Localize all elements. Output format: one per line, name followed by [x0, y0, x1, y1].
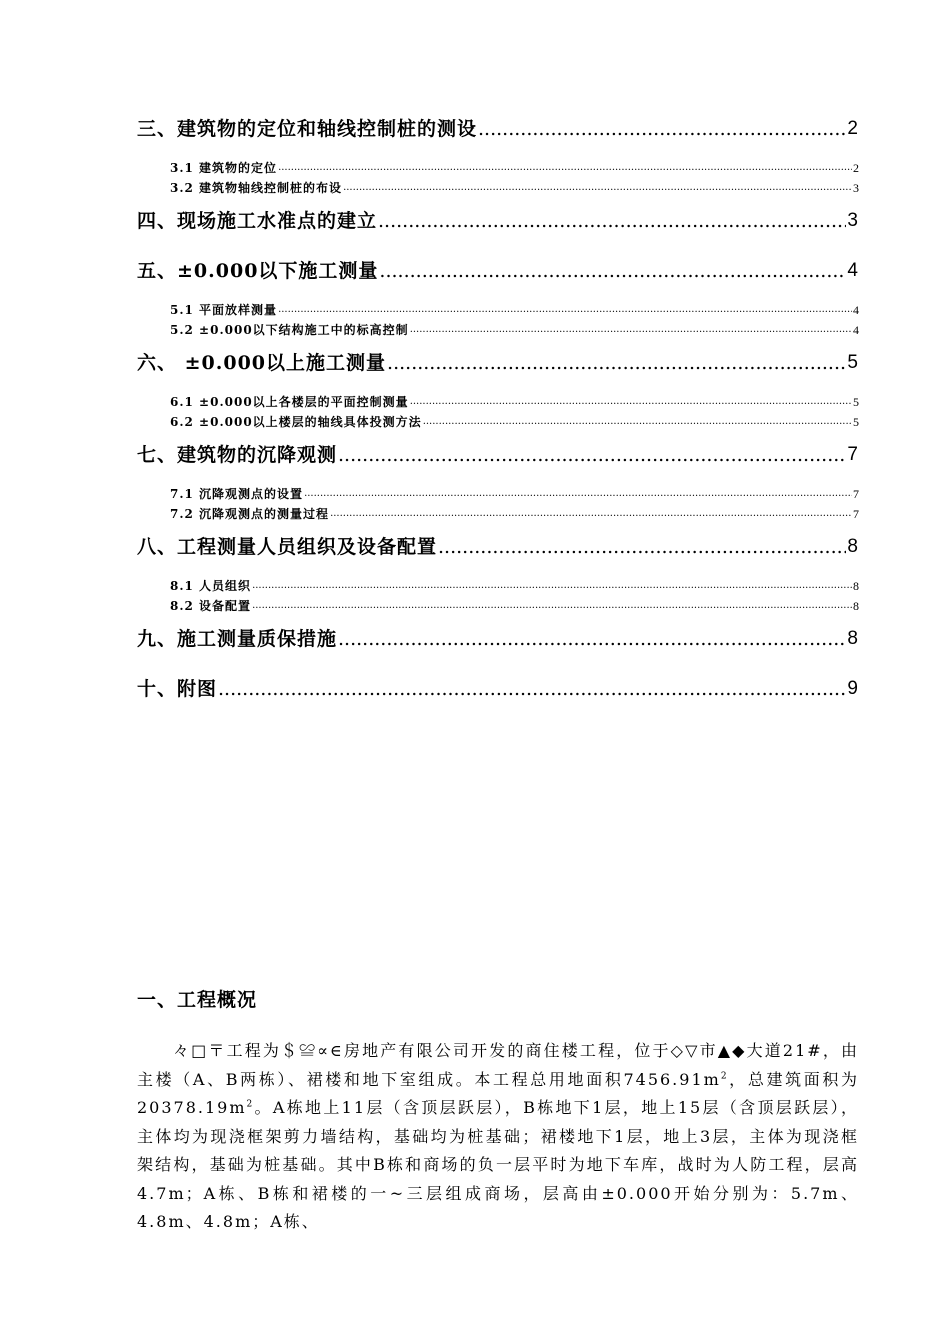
toc-page-number: 3	[853, 181, 859, 195]
toc-leader-dots	[278, 158, 852, 178]
toc-page-number: 8	[847, 628, 859, 649]
toc-page-number: 8	[847, 536, 859, 557]
toc-entry-label: 7.1 沉降观测点的设置	[170, 487, 304, 501]
toc-entry-3-1[interactable]	[137, 158, 859, 178]
toc-page-number: 4	[853, 323, 859, 337]
toc-page-number: 4	[847, 260, 859, 281]
toc-entry-3-2[interactable]	[137, 178, 859, 198]
toc-page-number: 7	[853, 507, 859, 521]
toc-entry-label: 6.2 ±0.000以上楼层的轴线具体投测方法	[170, 415, 422, 429]
toc-entry-label: 八、工程测量人员组织及设备配置	[137, 536, 438, 558]
toc-entry-label: 九、施工测量质保措施	[137, 628, 338, 650]
toc-page-number: 4	[853, 303, 859, 317]
toc-entry-5[interactable]	[137, 258, 859, 284]
toc-entry-8[interactable]	[137, 534, 859, 560]
toc-page-number: 8	[853, 579, 859, 593]
toc-entry-label: 5.1 平面放样测量	[170, 303, 278, 317]
toc-leader-dots	[330, 504, 852, 524]
toc-page-number: 2	[847, 118, 859, 139]
toc-page-number: 8	[853, 599, 859, 613]
toc-entry-3[interactable]	[137, 116, 859, 142]
toc-entry-label: 六、 ±0.000以上施工测量	[137, 352, 387, 374]
toc-leader-dots	[252, 596, 852, 616]
toc-entry-label: 3.1 建筑物的定位	[170, 161, 278, 175]
toc-entry-8-1[interactable]	[137, 576, 859, 596]
toc-entry-label: 6.1 ±0.000以上各楼层的平面控制测量	[170, 395, 409, 409]
toc-entry-label: 五、±0.000以下施工测量	[137, 260, 379, 282]
toc-entry-label: 8.1 人员组织	[170, 579, 252, 593]
toc-leader-dots	[343, 178, 852, 198]
toc-entry-6-2[interactable]	[137, 412, 859, 432]
toc-entry-6-1[interactable]	[137, 392, 859, 412]
toc-entry-label: 7.2 沉降观测点的测量过程	[170, 507, 330, 521]
toc-entry-10[interactable]	[137, 676, 859, 702]
paragraph-text: ，总建筑面积为20378.19m	[137, 1069, 859, 1117]
toc-leader-dots	[278, 300, 852, 320]
toc-leader-dots	[338, 442, 846, 468]
toc-entry-label: 5.2 ±0.000以下结构施工中的标高控制	[170, 323, 409, 337]
toc-page-number: 7	[853, 487, 859, 501]
table-of-contents	[137, 116, 859, 702]
toc-entry-5-2[interactable]	[137, 320, 859, 340]
toc-entry-9[interactable]	[137, 626, 859, 652]
toc-page-number: 5	[847, 352, 859, 373]
superscript: 2	[246, 1099, 255, 1110]
toc-entry-7-1[interactable]	[137, 484, 859, 504]
toc-entry-label: 七、建筑物的沉降观测	[137, 444, 338, 466]
toc-page-number: 9	[847, 678, 859, 699]
section-heading: 一、工程概况	[137, 989, 258, 1011]
toc-page-number: 2	[853, 161, 859, 175]
toc-leader-dots	[379, 258, 846, 284]
toc-page-number: 5	[853, 395, 859, 409]
toc-leader-dots	[478, 116, 846, 142]
toc-leader-dots	[378, 208, 846, 234]
toc-entry-4[interactable]	[137, 208, 859, 234]
toc-entry-label: 8.2 设备配置	[170, 599, 252, 613]
toc-entry-7[interactable]	[137, 442, 859, 468]
toc-entry-8-2[interactable]	[137, 596, 859, 616]
toc-leader-dots	[423, 412, 852, 432]
toc-leader-dots	[218, 676, 846, 702]
toc-leader-dots	[387, 350, 846, 376]
toc-entry-5-1[interactable]	[137, 300, 859, 320]
toc-entry-6[interactable]	[137, 350, 859, 376]
toc-entry-label: 三、建筑物的定位和轴线控制桩的测设	[137, 118, 478, 140]
toc-leader-dots	[410, 320, 852, 340]
toc-entry-7-2[interactable]	[137, 504, 859, 524]
toc-page-number: 7	[847, 444, 859, 465]
paragraph-text: 。A栋地上11层（含顶层跃层），B栋地下1层，地上15层（含顶层跃层），主体均为现浇框架剪力墙结构，基础均为桩基础；裙楼地下1层，地上3层，主体为现浇框架结构，基础为桩基础。其中B栋和商场的负一层平时为地下车库，战时为人防工程，层高4.7m；A栋、B栋和裙楼的一~三层组成商场，层高由±0.000开始分别为：5.7m、4.8m、4.8m；A栋、	[137, 1098, 859, 1231]
superscript: 2	[720, 1071, 729, 1082]
toc-leader-dots	[438, 534, 846, 560]
paragraph-text: 々□〒工程为＄≌∝∈房地产有限公司开发的商住楼工程，位于◇▽市▲◆大道21#，由主楼（A、B两栋）、裙楼和地下室组成。本工程总用地面积7456.91m	[137, 1041, 859, 1089]
toc-entry-label: 3.2 建筑物轴线控制桩的布设	[170, 181, 343, 195]
toc-leader-dots	[338, 626, 846, 652]
toc-page-number: 3	[847, 210, 859, 231]
toc-page-number: 5	[853, 415, 859, 429]
toc-leader-dots	[410, 392, 852, 412]
toc-entry-label: 十、附图	[137, 678, 218, 700]
toc-leader-dots	[304, 484, 852, 504]
toc-entry-label: 四、现场施工水准点的建立	[137, 210, 378, 232]
overview-paragraph	[137, 1037, 859, 1237]
toc-leader-dots	[252, 576, 852, 596]
